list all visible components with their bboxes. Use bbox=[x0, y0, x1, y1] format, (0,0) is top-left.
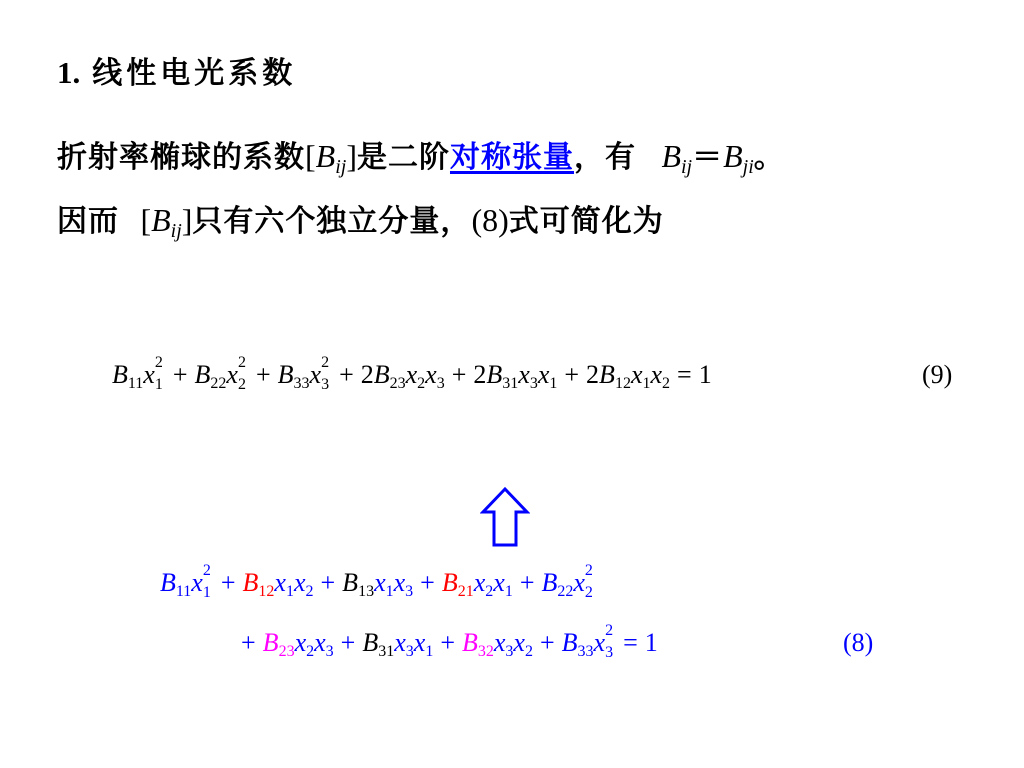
eq-superscript: 2 bbox=[605, 622, 614, 639]
eq-var-x: x bbox=[314, 628, 326, 657]
eq-plus: + bbox=[340, 628, 356, 657]
equation-9 bbox=[112, 354, 712, 393]
eq-plus: + bbox=[420, 568, 435, 597]
eq-var-b: B bbox=[342, 568, 359, 597]
eq-subscript: 2 bbox=[662, 375, 671, 392]
eq-plus: + bbox=[255, 360, 271, 389]
eq-b-subscript: 22 bbox=[557, 583, 574, 600]
eq-var-x: x bbox=[226, 360, 238, 389]
p1-var: B bbox=[315, 138, 336, 174]
eq-b-subscript: 31 bbox=[378, 643, 395, 660]
eq-subscript: 1 bbox=[549, 375, 558, 392]
p1-text-before: 折射率椭球的系数 bbox=[57, 140, 305, 175]
eq-term bbox=[342, 568, 413, 598]
eq-subsup bbox=[154, 354, 166, 393]
eq-term bbox=[462, 628, 533, 658]
eq-x-factors bbox=[309, 354, 333, 393]
eq-plus: + bbox=[172, 360, 188, 389]
equation-9-label: (9) bbox=[922, 360, 953, 389]
equation-8-line-1 bbox=[160, 562, 596, 601]
eq-var-x: x bbox=[650, 360, 663, 389]
eq-subsup bbox=[605, 622, 616, 661]
eq-x-factors bbox=[493, 628, 533, 660]
eq-b-subscript: 12 bbox=[258, 583, 275, 600]
p2-text-before: 因而 bbox=[57, 204, 119, 239]
heading-title: 线性电光系数 bbox=[92, 56, 297, 91]
slide-heading bbox=[57, 48, 296, 92]
p2-text-mid: 只有六个独立分量， bbox=[192, 204, 472, 239]
eq-rhs: 1 bbox=[698, 360, 712, 389]
eq-b-subscript: 32 bbox=[477, 643, 494, 660]
eq-subscript: 1 bbox=[385, 583, 394, 600]
p2-bracket-close: ] bbox=[181, 202, 193, 238]
eq-var-x: x bbox=[573, 568, 585, 597]
eq-var-x: x bbox=[593, 628, 606, 657]
p1-rhs-sub: ji bbox=[742, 156, 754, 178]
eq-x-factors bbox=[394, 628, 434, 660]
p1-text-mid: 是二阶 bbox=[356, 140, 450, 175]
p1-bracket-open: [ bbox=[305, 138, 316, 174]
eq-var-b: B bbox=[561, 628, 578, 657]
eq-x-factors bbox=[593, 622, 617, 661]
eq-var-x: x bbox=[143, 360, 155, 389]
eq-subscript: 2 bbox=[485, 583, 494, 600]
eq-var-b: B bbox=[599, 360, 615, 389]
eq-subscript: 1 bbox=[642, 375, 651, 392]
eq-subscript: 3 bbox=[405, 583, 414, 600]
eq-b-subscript: 21 bbox=[457, 583, 474, 600]
eq-subscript: 3 bbox=[321, 376, 330, 393]
eq-x-factors bbox=[294, 628, 334, 660]
eq-term bbox=[263, 628, 334, 658]
eq-b-subscript: 23 bbox=[389, 375, 406, 392]
eq-superscript: 2 bbox=[237, 354, 246, 371]
eq-plus: + bbox=[440, 628, 455, 657]
eq-subscript: 1 bbox=[504, 583, 513, 600]
eq-var-x: x bbox=[630, 360, 643, 389]
equation-8-label: (8) bbox=[843, 628, 874, 657]
eq-var-x: x bbox=[473, 568, 486, 597]
eq-subscript: 3 bbox=[505, 643, 514, 660]
eq-b-subscript: 33 bbox=[293, 375, 310, 392]
p1-lhs-var: B bbox=[661, 138, 681, 174]
eq-term bbox=[194, 354, 249, 393]
eq-term bbox=[243, 568, 314, 598]
heading-number: 1. bbox=[57, 55, 81, 90]
eq-var-b: B bbox=[461, 628, 478, 657]
eq-var-b: B bbox=[486, 360, 503, 389]
eq-subsup bbox=[202, 562, 214, 601]
eq-subscript: 3 bbox=[529, 375, 538, 392]
eq-var-x: x bbox=[191, 568, 203, 597]
eq-subscript: 1 bbox=[202, 584, 211, 601]
eq-var-b: B bbox=[373, 360, 390, 389]
eq-subscript: 3 bbox=[605, 644, 614, 661]
eq-var-x: x bbox=[493, 628, 506, 657]
p2-sub: ij bbox=[170, 220, 182, 242]
eq-subscript: 3 bbox=[405, 643, 414, 660]
p2-equation-ref: (8) bbox=[471, 202, 509, 238]
eq-var-x: x bbox=[374, 568, 386, 597]
eq-b-subscript: 11 bbox=[127, 375, 144, 392]
eq-subscript: 2 bbox=[417, 375, 426, 392]
eq-superscript: 2 bbox=[202, 562, 211, 579]
eq-subscript: 1 bbox=[154, 376, 163, 393]
eq-plus: + bbox=[451, 360, 467, 389]
eq-var-b: B bbox=[362, 628, 379, 657]
eq-x-factors bbox=[143, 354, 166, 393]
eq-var-b: B bbox=[112, 360, 128, 389]
eq-var-x: x bbox=[518, 360, 530, 389]
eq-b-subscript: 31 bbox=[502, 375, 519, 392]
eq-b-subscript: 12 bbox=[614, 375, 631, 392]
eq-var-x: x bbox=[394, 628, 406, 657]
eq-var-x: x bbox=[537, 360, 550, 389]
eq-subscript: 2 bbox=[584, 584, 593, 601]
eq-term bbox=[586, 360, 670, 390]
eq-var-b: B bbox=[160, 568, 176, 597]
eq-coefficient: 2 bbox=[586, 360, 600, 389]
eq-term bbox=[160, 562, 214, 601]
eq-var-b: B bbox=[194, 360, 211, 389]
eq-plus: + bbox=[339, 360, 354, 389]
eq-term bbox=[473, 360, 557, 390]
p1-eq-sign: ＝ bbox=[692, 140, 724, 175]
eq-superscript: 2 bbox=[584, 562, 593, 579]
eq-var-x: x bbox=[294, 628, 307, 657]
p2-var: B bbox=[151, 202, 171, 238]
eq-term bbox=[541, 562, 595, 601]
eq-var-b: B bbox=[277, 360, 294, 389]
eq-plus: + bbox=[241, 628, 256, 657]
eq-subsup bbox=[584, 562, 596, 601]
eq-plus: + bbox=[220, 568, 236, 597]
eq-term bbox=[112, 354, 166, 393]
eq-equals: = bbox=[623, 628, 638, 657]
eq-x-factors bbox=[191, 562, 214, 601]
eq-var-x: x bbox=[425, 360, 437, 389]
eq-term bbox=[362, 628, 433, 658]
p1-lhs-sub: ij bbox=[680, 156, 693, 178]
eq-plus: + bbox=[320, 568, 336, 597]
eq-subsup bbox=[237, 354, 249, 393]
eq-var-x: x bbox=[413, 628, 426, 657]
eq-term bbox=[361, 360, 445, 390]
eq-var-x: x bbox=[274, 568, 286, 597]
eq-x-factors bbox=[573, 562, 596, 601]
p1-text-after: ，有 bbox=[573, 140, 636, 175]
eq-x-factors bbox=[473, 568, 513, 600]
equation-8-line-2 bbox=[234, 622, 658, 661]
eq-b-subscript: 13 bbox=[358, 583, 375, 600]
eq-b-subscript: 22 bbox=[210, 375, 227, 392]
eq-subscript: 2 bbox=[524, 643, 533, 660]
eq-subscript: 2 bbox=[305, 583, 314, 600]
eq-b-subscript: 11 bbox=[175, 583, 192, 600]
eq-subscript: 3 bbox=[325, 643, 334, 660]
paragraph-symmetric-tensor bbox=[57, 132, 785, 176]
eq-var-b: B bbox=[262, 628, 279, 657]
double-up-arrow-icon bbox=[480, 486, 530, 548]
eq-rhs: 1 bbox=[644, 628, 658, 657]
eq-plus: + bbox=[564, 360, 580, 389]
symmetric-tensor-link[interactable]: 对称张量 bbox=[449, 140, 574, 175]
eq-var-x: x bbox=[293, 568, 306, 597]
eq-plus: + bbox=[519, 568, 535, 597]
eq-var-x: x bbox=[405, 360, 418, 389]
eq-subscript: 3 bbox=[436, 375, 445, 392]
eq-var-x: x bbox=[513, 628, 525, 657]
eq-b-subscript: 23 bbox=[278, 643, 295, 660]
eq-superscript: 2 bbox=[321, 354, 330, 371]
p2-text-after: 式可简化为 bbox=[508, 204, 664, 239]
eq-var-b: B bbox=[441, 568, 458, 597]
eq-x-factors bbox=[374, 568, 414, 600]
p1-bracket-close: ] bbox=[346, 138, 357, 174]
p2-bracket-open: [ bbox=[140, 202, 152, 238]
eq-term bbox=[277, 354, 332, 393]
eq-coefficient: 2 bbox=[360, 360, 374, 389]
eq-coefficient: 2 bbox=[473, 360, 487, 389]
eq-x-factors bbox=[518, 360, 558, 392]
eq-x-factors bbox=[226, 354, 249, 393]
eq-var-x: x bbox=[393, 568, 406, 597]
p1-sub: ij bbox=[335, 156, 347, 178]
eq-x-factors bbox=[630, 360, 671, 392]
eq-var-b: B bbox=[541, 568, 558, 597]
eq-subscript: 1 bbox=[425, 643, 434, 660]
eq-subscript: 1 bbox=[285, 583, 294, 600]
eq-equals: = bbox=[677, 360, 692, 389]
eq-x-factors bbox=[274, 568, 314, 600]
eq-x-factors bbox=[405, 360, 445, 392]
eq-subscript: 2 bbox=[306, 643, 315, 660]
eq-plus: + bbox=[539, 628, 555, 657]
eq-subscript: 2 bbox=[237, 376, 246, 393]
eq-var-b: B bbox=[242, 568, 259, 597]
eq-subsup bbox=[321, 354, 332, 393]
p1-end: 。 bbox=[753, 140, 785, 175]
eq-var-x: x bbox=[309, 360, 322, 389]
eq-b-subscript: 33 bbox=[577, 643, 594, 660]
eq-term bbox=[442, 568, 513, 598]
eq-superscript: 2 bbox=[154, 354, 163, 371]
eq-var-x: x bbox=[493, 568, 505, 597]
eq-term bbox=[561, 622, 616, 661]
p1-rhs-var: B bbox=[723, 138, 743, 174]
paragraph-six-components bbox=[57, 196, 664, 240]
